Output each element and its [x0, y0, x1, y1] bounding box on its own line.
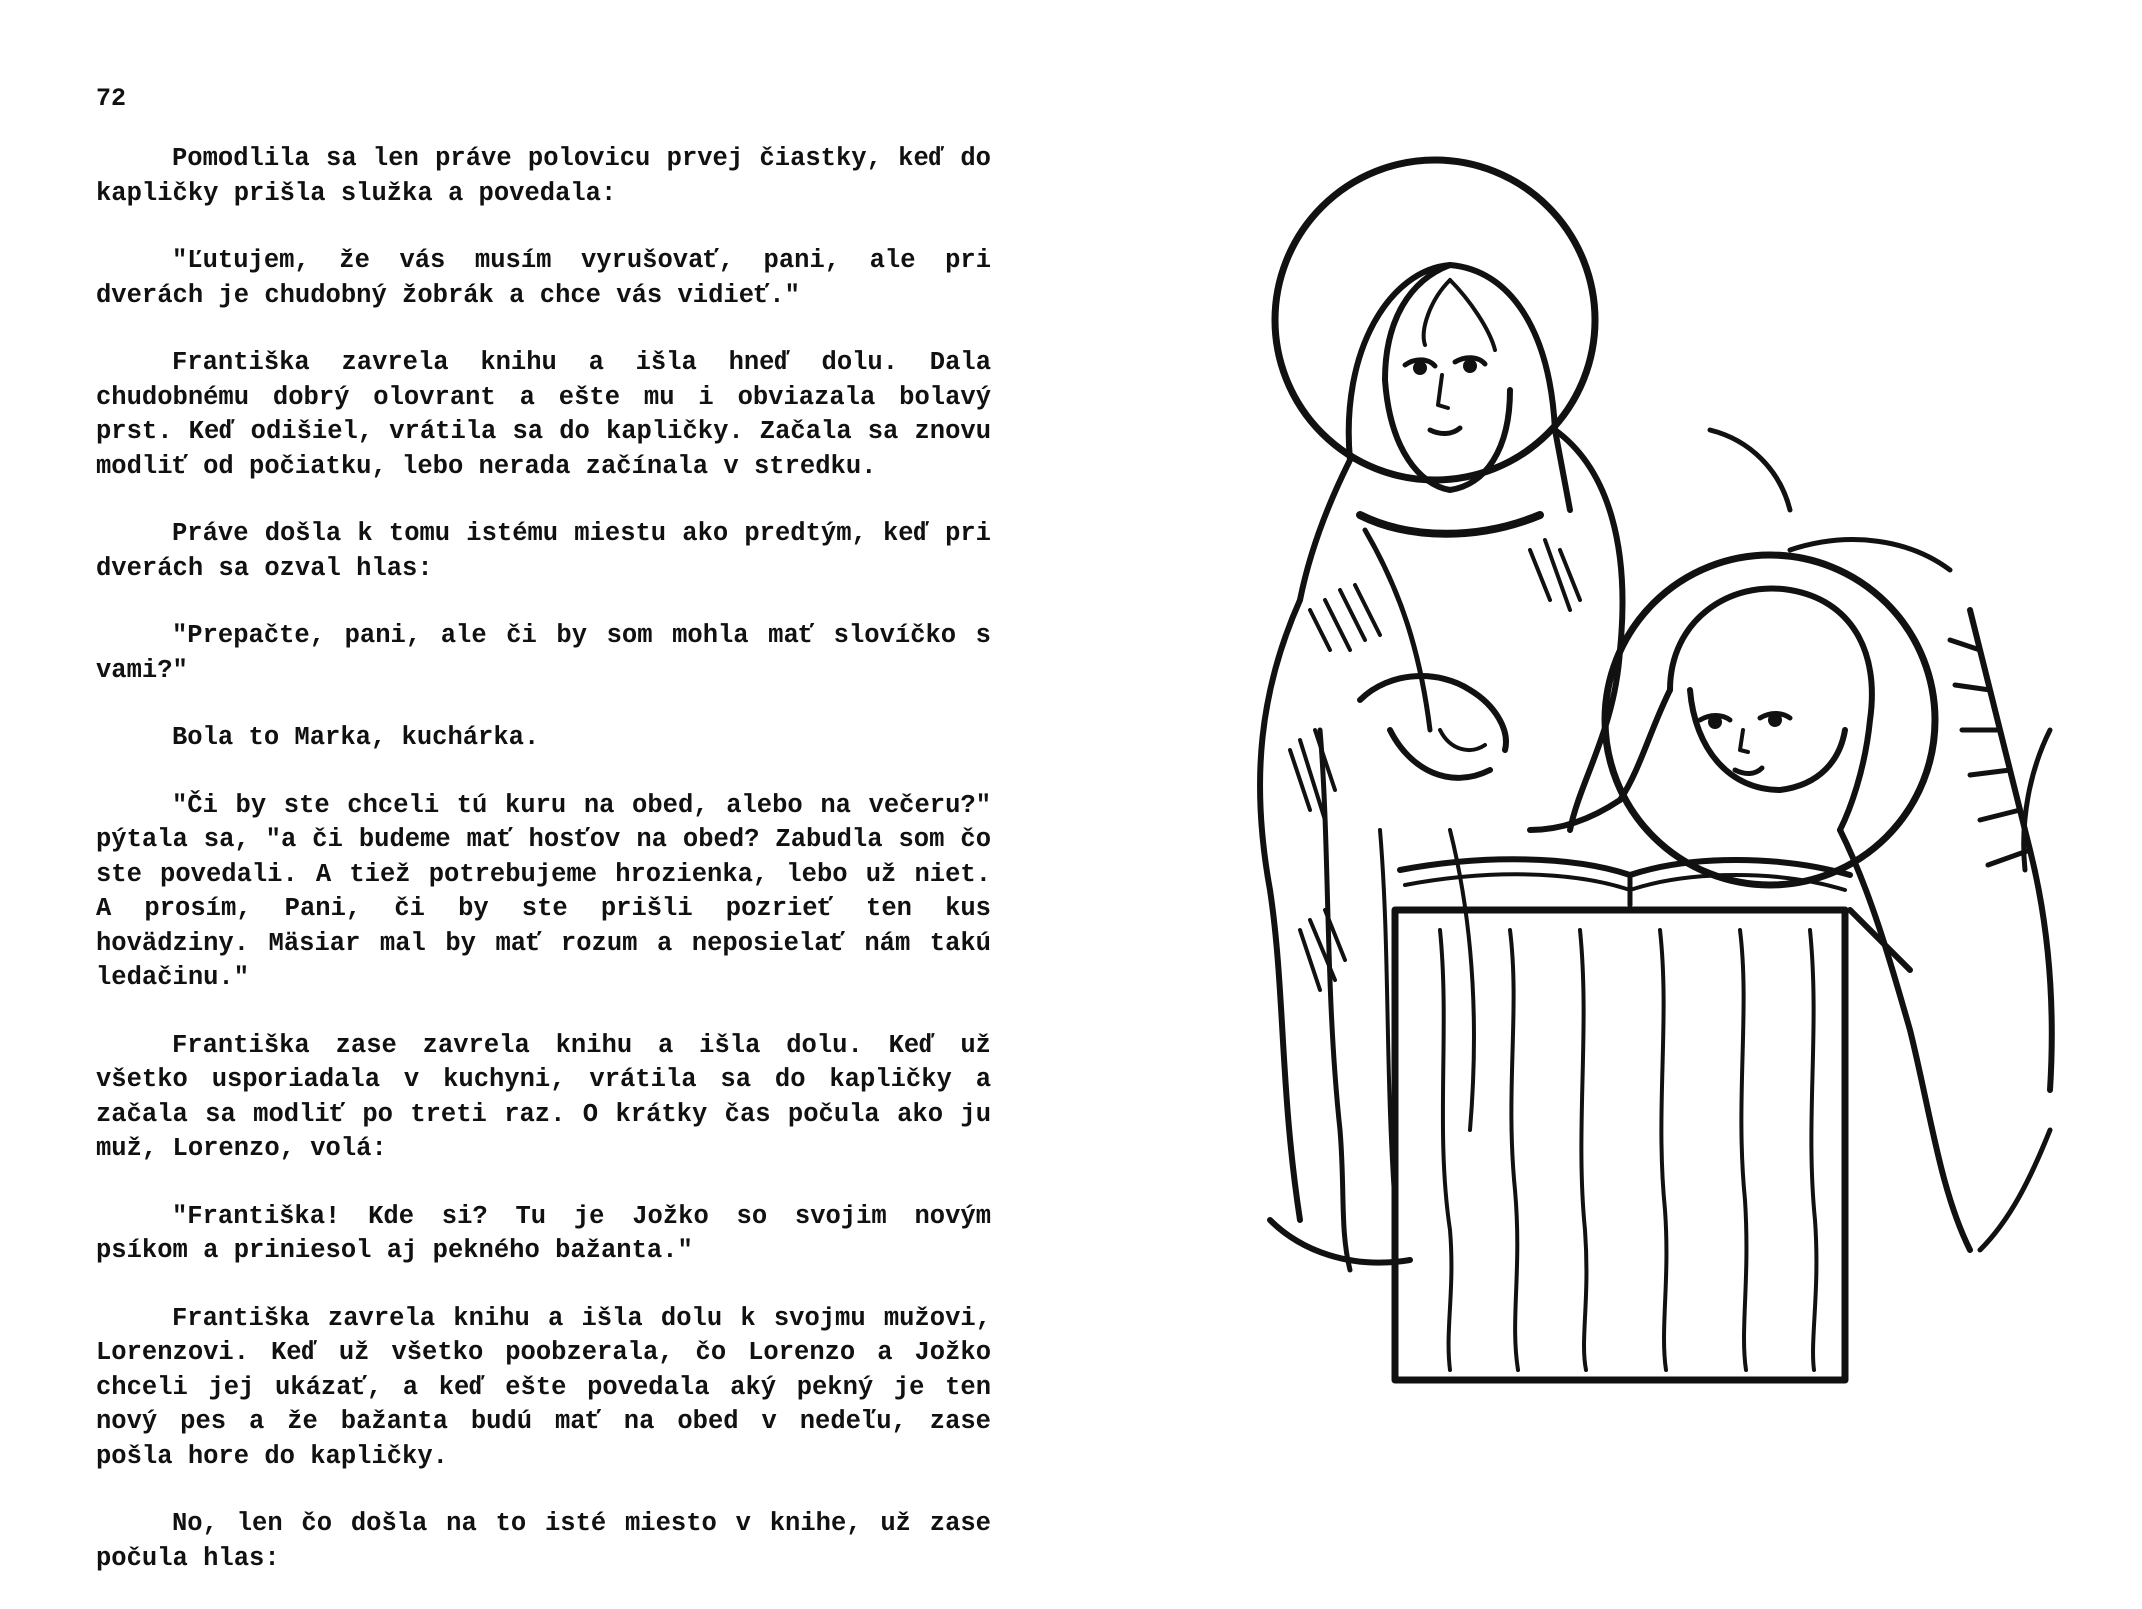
paragraph-3: Františka zavrela knihu a išla hneď dolu. Dala chudobnému dobrý olovrant a ešte mu i obviazala bolavý prst. Keď odišiel, vrátila sa do kapličky. Začala sa znovu modliť od počiatku, lebo nerada začínala v stredku. [96, 348, 991, 481]
paragraph-2: "Ľutujem, že vás musím vyrušovať, pani, ale pri dverách je chudobný žobrák a chce vás vidieť." [96, 246, 991, 310]
paragraph-6: Bola to Marka, kuchárka. [172, 723, 540, 752]
paragraph-1: Pomodlila sa len práve polovicu prvej čiastky, keď do kapličky prišla služka a povedala: [96, 144, 991, 208]
paragraph-10: Františka zavrela knihu a išla dolu k svojmu mužovi, Lorenzovi. Keď už všetko poobzerala, čo Lorenzo a Jožko chceli jej ukázať, a keď ešte povedala aký pekný je ten nový pes a že bažanta budú mať na obed v nedeľu, zase pošla hore do kapličky. [96, 1303, 991, 1471]
paragraph-5: "Prepačte, pani, ale či by som mohla mať slovíčko s vami?" [96, 621, 991, 685]
text-column [96, 142, 991, 1609]
paragraph-9: "Františka! Kde si? Tu je Jožko so svojim novým psíkom a priniesol aj pekného bažanta." [96, 1201, 991, 1265]
saints-reading-illustration [1150, 130, 2090, 1440]
paragraph-7: "Či by ste chceli tú kuru na obed, alebo na večeru?" pýtala sa, "a či budeme mať hosťov na obed? Zabudla som čo ste povedali. A tiež potrebujeme hrozienka, lebo už niet. A prosím, Pani, či by ste prišli pozrieť ten kus hovädziny. Mäsiar mal by mať rozum a neposielať nám takú ledačinu." [96, 790, 991, 992]
paragraph-11: No, len čo došla na to isté miesto v knihe, už zase počula hlas: [96, 1509, 991, 1573]
paragraph-8: Františka zase zavrela knihu a išla dolu. Keď už všetko usporiadala v kuchyni, vrátila sa do kapličky a začala sa modliť po treti raz. O krátky čas počula ako ju muž, Lorenzo, volá: [96, 1030, 991, 1163]
paragraph-4: Práve došla k tomu istému miestu ako predtým, keď pri dverách sa ozval hlas: [96, 519, 991, 583]
page-number: 72 [96, 84, 127, 113]
child-figure [1530, 588, 1970, 1250]
